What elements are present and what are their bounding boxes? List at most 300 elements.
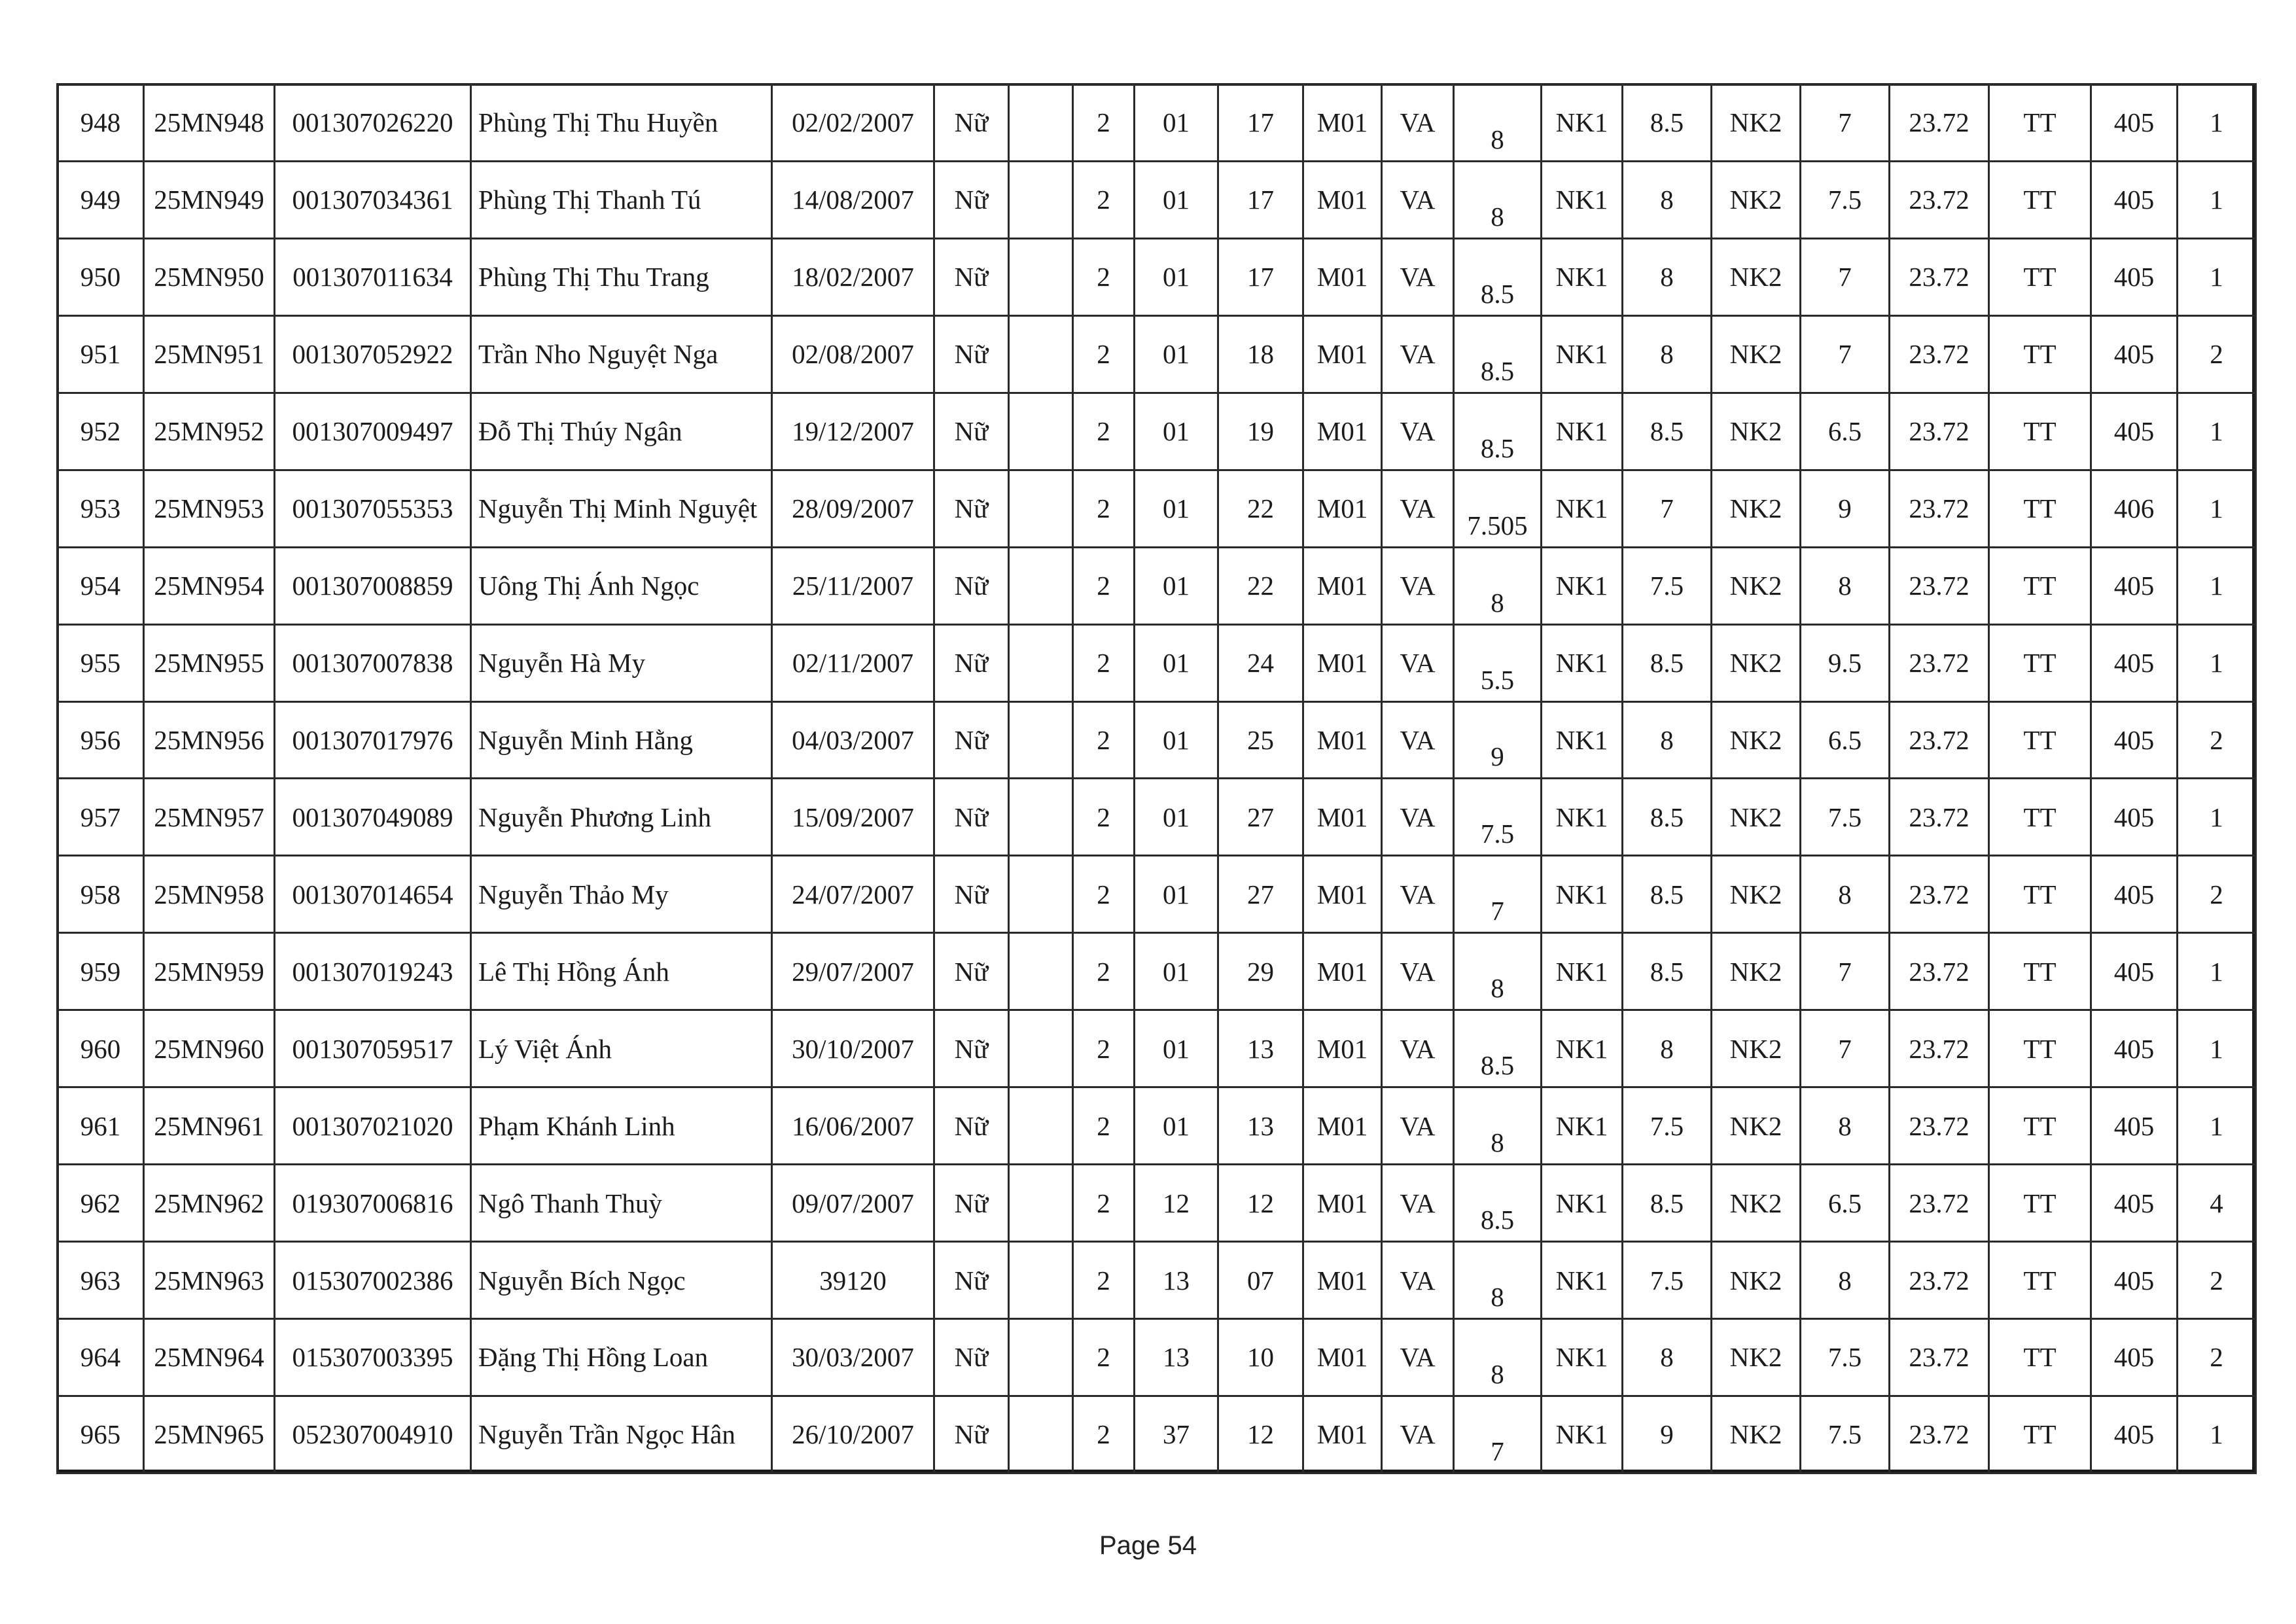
cell-ma-truong: 27 (1218, 856, 1303, 933)
cell-ngay-sinh: 24/07/2007 (772, 856, 934, 933)
cell-cccd: 001307021020 (275, 1087, 471, 1165)
cell-ma-tinh: 01 (1135, 84, 1218, 162)
cell-to-hop: M01 (1303, 315, 1382, 393)
cell-nk2-label: NK2 (1712, 315, 1801, 393)
cell-sbd: 25MN951 (144, 315, 275, 393)
cell-sbd: 25MN960 (144, 1010, 275, 1087)
cell-nk2-label: NK2 (1712, 1087, 1801, 1165)
cell-to-hop: M01 (1303, 624, 1382, 701)
cell-diem-van: 9 (1454, 701, 1542, 779)
cell-trang-thai: TT (1989, 701, 2091, 779)
cell-to-hop: M01 (1303, 470, 1382, 547)
cell-ngay-sinh: 29/07/2007 (772, 933, 934, 1010)
cell-nguyen-vong: 4 (2178, 1165, 2256, 1242)
cell-ma-tinh: 01 (1135, 238, 1218, 315)
cell-ma-nganh: 405 (2091, 393, 2178, 470)
cell-sbd: 25MN953 (144, 470, 275, 547)
cell-khu-vuc: 2 (1073, 84, 1135, 162)
cell-blank (1009, 547, 1073, 624)
cell-blank (1009, 1087, 1073, 1165)
page-number: Page 54 (1099, 1531, 1197, 1560)
cell-diem-nk2: 7.5 (1801, 1396, 1890, 1473)
cell-nk1-label: NK1 (1542, 1319, 1623, 1396)
cell-ho-ten: Lý Việt Ánh (471, 1010, 772, 1087)
cell-ma-truong: 22 (1218, 547, 1303, 624)
cell-trang-thai: TT (1989, 161, 2091, 238)
cell-ma-truong: 17 (1218, 161, 1303, 238)
cell-nk1-label: NK1 (1542, 856, 1623, 933)
table-row (58, 933, 2256, 1010)
cell-blank (1009, 161, 1073, 238)
cell-ma-nganh: 405 (2091, 1242, 2178, 1319)
cell-mon-van-label: VA (1382, 1010, 1454, 1087)
cell-cccd: 019307006816 (275, 1165, 471, 1242)
cell-mon-van-label: VA (1382, 1087, 1454, 1165)
cell-sbd: 25MN958 (144, 856, 275, 933)
cell-cccd: 001307017976 (275, 701, 471, 779)
cell-khu-vuc: 2 (1073, 1396, 1135, 1473)
cell-nk2-label: NK2 (1712, 701, 1801, 779)
cell-nk1-label: NK1 (1542, 238, 1623, 315)
cell-ho-ten: Phùng Thị Thu Trang (471, 238, 772, 315)
cell-to-hop: M01 (1303, 1396, 1382, 1473)
cell-to-hop: M01 (1303, 1165, 1382, 1242)
cell-khu-vuc: 2 (1073, 1010, 1135, 1087)
cell-gioi-tinh: Nữ (934, 84, 1009, 162)
cell-diem-nk2: 7.5 (1801, 779, 1890, 856)
cell-ho-ten: Phùng Thị Thanh Tú (471, 161, 772, 238)
cell-to-hop: M01 (1303, 238, 1382, 315)
cell-ma-tinh: 37 (1135, 1396, 1218, 1473)
cell-diem-nk1: 8.5 (1623, 624, 1712, 701)
cell-nguyen-vong: 1 (2178, 547, 2256, 624)
cell-stt: 962 (58, 1165, 144, 1242)
cell-ngay-sinh: 02/02/2007 (772, 84, 934, 162)
cell-ma-nganh: 405 (2091, 315, 2178, 393)
cell-ma-tinh: 01 (1135, 547, 1218, 624)
cell-ngay-sinh: 19/12/2007 (772, 393, 934, 470)
cell-nguyen-vong: 1 (2178, 1087, 2256, 1165)
cell-diem-nk2: 8 (1801, 1087, 1890, 1165)
cell-nguyen-vong: 1 (2178, 933, 2256, 1010)
cell-ma-nganh: 405 (2091, 1165, 2178, 1242)
cell-diem-nk1: 8 (1623, 238, 1712, 315)
cell-khu-vuc: 2 (1073, 701, 1135, 779)
cell-mon-van-label: VA (1382, 856, 1454, 933)
cell-sbd: 25MN961 (144, 1087, 275, 1165)
cell-to-hop: M01 (1303, 84, 1382, 162)
cell-nk1-label: NK1 (1542, 315, 1623, 393)
cell-cccd: 001307009497 (275, 393, 471, 470)
cell-diem-chuan: 23.72 (1890, 547, 1989, 624)
cell-stt: 948 (58, 84, 144, 162)
cell-ho-ten: Phạm Khánh Linh (471, 1087, 772, 1165)
cell-gioi-tinh: Nữ (934, 933, 1009, 1010)
cell-diem-nk2: 7 (1801, 315, 1890, 393)
cell-khu-vuc: 2 (1073, 161, 1135, 238)
cell-ho-ten: Lê Thị Hồng Ánh (471, 933, 772, 1010)
cell-ma-truong: 10 (1218, 1319, 1303, 1396)
cell-diem-nk1: 7.5 (1623, 547, 1712, 624)
cell-trang-thai: TT (1989, 1396, 2091, 1473)
cell-gioi-tinh: Nữ (934, 1010, 1009, 1087)
cell-ma-truong: 24 (1218, 624, 1303, 701)
cell-to-hop: M01 (1303, 1319, 1382, 1396)
cell-nk1-label: NK1 (1542, 1010, 1623, 1087)
cell-diem-van: 7 (1454, 1396, 1542, 1473)
cell-cccd: 001307019243 (275, 933, 471, 1010)
cell-trang-thai: TT (1989, 238, 2091, 315)
cell-mon-van-label: VA (1382, 933, 1454, 1010)
cell-sbd: 25MN955 (144, 624, 275, 701)
cell-mon-van-label: VA (1382, 470, 1454, 547)
cell-diem-van: 8.5 (1454, 1165, 1542, 1242)
cell-blank (1009, 933, 1073, 1010)
cell-ma-tinh: 01 (1135, 701, 1218, 779)
cell-khu-vuc: 2 (1073, 1319, 1135, 1396)
cell-blank (1009, 1319, 1073, 1396)
cell-khu-vuc: 2 (1073, 624, 1135, 701)
cell-blank (1009, 1396, 1073, 1473)
cell-gioi-tinh: Nữ (934, 624, 1009, 701)
cell-mon-van-label: VA (1382, 315, 1454, 393)
cell-gioi-tinh: Nữ (934, 1396, 1009, 1473)
table-row (58, 1087, 2256, 1165)
cell-diem-nk1: 8 (1623, 315, 1712, 393)
cell-ho-ten: Phùng Thị Thu Huyền (471, 84, 772, 162)
cell-trang-thai: TT (1989, 1242, 2091, 1319)
cell-cccd: 015307003395 (275, 1319, 471, 1396)
cell-ma-tinh: 01 (1135, 856, 1218, 933)
cell-trang-thai: TT (1989, 393, 2091, 470)
cell-stt: 958 (58, 856, 144, 933)
cell-ngay-sinh: 16/06/2007 (772, 1087, 934, 1165)
cell-sbd: 25MN957 (144, 779, 275, 856)
table-row (58, 1242, 2256, 1319)
cell-gioi-tinh: Nữ (934, 779, 1009, 856)
cell-diem-van: 8 (1454, 161, 1542, 238)
cell-to-hop: M01 (1303, 161, 1382, 238)
cell-mon-van-label: VA (1382, 1242, 1454, 1319)
cell-diem-van: 7 (1454, 856, 1542, 933)
cell-stt: 960 (58, 1010, 144, 1087)
cell-ma-truong: 17 (1218, 238, 1303, 315)
cell-khu-vuc: 2 (1073, 470, 1135, 547)
cell-ngay-sinh: 26/10/2007 (772, 1396, 934, 1473)
cell-ma-truong: 13 (1218, 1010, 1303, 1087)
cell-ma-nganh: 405 (2091, 624, 2178, 701)
cell-diem-nk1: 8.5 (1623, 1165, 1712, 1242)
cell-ho-ten: Nguyễn Hà My (471, 624, 772, 701)
cell-diem-nk1: 7.5 (1623, 1087, 1712, 1165)
cell-gioi-tinh: Nữ (934, 1242, 1009, 1319)
cell-stt: 953 (58, 470, 144, 547)
cell-trang-thai: TT (1989, 547, 2091, 624)
cell-nguyen-vong: 1 (2178, 393, 2256, 470)
cell-ma-tinh: 01 (1135, 933, 1218, 1010)
cell-mon-van-label: VA (1382, 701, 1454, 779)
cell-ma-nganh: 405 (2091, 779, 2178, 856)
cell-nk2-label: NK2 (1712, 84, 1801, 162)
cell-trang-thai: TT (1989, 779, 2091, 856)
cell-nk2-label: NK2 (1712, 779, 1801, 856)
cell-diem-chuan: 23.72 (1890, 315, 1989, 393)
cell-sbd: 25MN954 (144, 547, 275, 624)
cell-ma-nganh: 405 (2091, 238, 2178, 315)
cell-diem-chuan: 23.72 (1890, 1242, 1989, 1319)
cell-cccd: 001307034361 (275, 161, 471, 238)
cell-cccd: 001307011634 (275, 238, 471, 315)
cell-diem-nk1: 8 (1623, 1010, 1712, 1087)
cell-ma-tinh: 13 (1135, 1319, 1218, 1396)
cell-diem-chuan: 23.72 (1890, 1396, 1989, 1473)
cell-stt: 951 (58, 315, 144, 393)
table-row (58, 856, 2256, 933)
cell-diem-chuan: 23.72 (1890, 1165, 1989, 1242)
cell-cccd: 001307014654 (275, 856, 471, 933)
cell-to-hop: M01 (1303, 1242, 1382, 1319)
cell-mon-van-label: VA (1382, 161, 1454, 238)
cell-blank (1009, 1010, 1073, 1087)
cell-stt: 965 (58, 1396, 144, 1473)
cell-ngay-sinh: 14/08/2007 (772, 161, 934, 238)
cell-nguyen-vong: 1 (2178, 1396, 2256, 1473)
cell-to-hop: M01 (1303, 1087, 1382, 1165)
table-row (58, 1010, 2256, 1087)
cell-nk1-label: NK1 (1542, 1087, 1623, 1165)
cell-ma-tinh: 01 (1135, 1010, 1218, 1087)
cell-nk1-label: NK1 (1542, 624, 1623, 701)
cell-diem-chuan: 23.72 (1890, 856, 1989, 933)
cell-diem-nk1: 8 (1623, 1319, 1712, 1396)
cell-ngay-sinh: 02/11/2007 (772, 624, 934, 701)
cell-nguyen-vong: 2 (2178, 1319, 2256, 1396)
cell-nguyen-vong: 2 (2178, 1242, 2256, 1319)
cell-diem-nk1: 7.5 (1623, 1242, 1712, 1319)
cell-diem-nk2: 6.5 (1801, 1165, 1890, 1242)
cell-ma-nganh: 405 (2091, 701, 2178, 779)
cell-cccd: 001307007838 (275, 624, 471, 701)
cell-nk2-label: NK2 (1712, 1010, 1801, 1087)
cell-diem-nk2: 7 (1801, 84, 1890, 162)
cell-gioi-tinh: Nữ (934, 1319, 1009, 1396)
cell-diem-chuan: 23.72 (1890, 238, 1989, 315)
cell-blank (1009, 1165, 1073, 1242)
cell-diem-nk1: 8 (1623, 701, 1712, 779)
cell-ngay-sinh: 30/03/2007 (772, 1319, 934, 1396)
cell-ho-ten: Đặng Thị Hồng Loan (471, 1319, 772, 1396)
cell-cccd: 052307004910 (275, 1396, 471, 1473)
cell-nk2-label: NK2 (1712, 238, 1801, 315)
table-row (58, 701, 2256, 779)
cell-cccd: 001307026220 (275, 84, 471, 162)
cell-cccd: 001307055353 (275, 470, 471, 547)
cell-diem-chuan: 23.72 (1890, 701, 1989, 779)
cell-blank (1009, 1242, 1073, 1319)
cell-khu-vuc: 2 (1073, 547, 1135, 624)
cell-diem-van: 8.5 (1454, 238, 1542, 315)
cell-gioi-tinh: Nữ (934, 701, 1009, 779)
cell-ma-nganh: 405 (2091, 1396, 2178, 1473)
cell-diem-van: 8.5 (1454, 393, 1542, 470)
cell-trang-thai: TT (1989, 1087, 2091, 1165)
cell-diem-nk1: 8.5 (1623, 933, 1712, 1010)
cell-gioi-tinh: Nữ (934, 856, 1009, 933)
cell-diem-nk2: 8 (1801, 1242, 1890, 1319)
cell-ngay-sinh: 25/11/2007 (772, 547, 934, 624)
cell-stt: 957 (58, 779, 144, 856)
cell-diem-nk2: 7.5 (1801, 161, 1890, 238)
cell-stt: 961 (58, 1087, 144, 1165)
cell-khu-vuc: 2 (1073, 933, 1135, 1010)
cell-blank (1009, 238, 1073, 315)
cell-cccd: 001307059517 (275, 1010, 471, 1087)
cell-ho-ten: Uông Thị Ánh Ngọc (471, 547, 772, 624)
cell-trang-thai: TT (1989, 856, 2091, 933)
cell-khu-vuc: 2 (1073, 1087, 1135, 1165)
table-row (58, 161, 2256, 238)
cell-stt: 949 (58, 161, 144, 238)
cell-nk2-label: NK2 (1712, 1242, 1801, 1319)
cell-nk1-label: NK1 (1542, 84, 1623, 162)
cell-diem-van: 8 (1454, 84, 1542, 162)
cell-diem-chuan: 23.72 (1890, 470, 1989, 547)
cell-ma-truong: 22 (1218, 470, 1303, 547)
cell-cccd: 001307052922 (275, 315, 471, 393)
cell-nk1-label: NK1 (1542, 933, 1623, 1010)
cell-nk1-label: NK1 (1542, 393, 1623, 470)
cell-stt: 950 (58, 238, 144, 315)
cell-ma-truong: 12 (1218, 1165, 1303, 1242)
cell-cccd: 001307049089 (275, 779, 471, 856)
cell-diem-nk1: 8.5 (1623, 856, 1712, 933)
cell-nguyen-vong: 1 (2178, 470, 2256, 547)
cell-ma-nganh: 405 (2091, 1087, 2178, 1165)
cell-diem-nk2: 7 (1801, 1010, 1890, 1087)
cell-nk1-label: NK1 (1542, 1165, 1623, 1242)
cell-nk2-label: NK2 (1712, 547, 1801, 624)
cell-ho-ten: Nguyễn Phương Linh (471, 779, 772, 856)
table-body (58, 84, 2256, 1474)
cell-nk1-label: NK1 (1542, 161, 1623, 238)
cell-ma-tinh: 01 (1135, 779, 1218, 856)
cell-nk2-label: NK2 (1712, 856, 1801, 933)
cell-gioi-tinh: Nữ (934, 470, 1009, 547)
cell-nguyen-vong: 1 (2178, 624, 2256, 701)
cell-diem-van: 8 (1454, 547, 1542, 624)
cell-nk1-label: NK1 (1542, 1396, 1623, 1473)
cell-ma-tinh: 01 (1135, 470, 1218, 547)
table-row (58, 238, 2256, 315)
cell-diem-chuan: 23.72 (1890, 1319, 1989, 1396)
cell-blank (1009, 856, 1073, 933)
cell-nguyen-vong: 2 (2178, 315, 2256, 393)
cell-khu-vuc: 2 (1073, 393, 1135, 470)
cell-diem-nk2: 9.5 (1801, 624, 1890, 701)
cell-diem-chuan: 23.72 (1890, 1010, 1989, 1087)
cell-ho-ten: Nguyễn Thảo My (471, 856, 772, 933)
cell-ngay-sinh: 04/03/2007 (772, 701, 934, 779)
cell-ngay-sinh: 18/02/2007 (772, 238, 934, 315)
cell-trang-thai: TT (1989, 624, 2091, 701)
cell-diem-van: 8 (1454, 1319, 1542, 1396)
cell-sbd: 25MN964 (144, 1319, 275, 1396)
cell-mon-van-label: VA (1382, 238, 1454, 315)
cell-trang-thai: TT (1989, 315, 2091, 393)
cell-gioi-tinh: Nữ (934, 238, 1009, 315)
cell-blank (1009, 701, 1073, 779)
cell-diem-chuan: 23.72 (1890, 933, 1989, 1010)
cell-diem-van: 8 (1454, 1087, 1542, 1165)
cell-ma-truong: 12 (1218, 1396, 1303, 1473)
cell-khu-vuc: 2 (1073, 315, 1135, 393)
cell-gioi-tinh: Nữ (934, 547, 1009, 624)
cell-nk1-label: NK1 (1542, 547, 1623, 624)
cell-ho-ten: Đỗ Thị Thúy Ngân (471, 393, 772, 470)
cell-sbd: 25MN962 (144, 1165, 275, 1242)
cell-diem-nk2: 9 (1801, 470, 1890, 547)
cell-to-hop: M01 (1303, 393, 1382, 470)
cell-sbd: 25MN963 (144, 1242, 275, 1319)
cell-ho-ten: Nguyễn Thị Minh Nguyệt (471, 470, 772, 547)
cell-khu-vuc: 2 (1073, 856, 1135, 933)
cell-nk2-label: NK2 (1712, 624, 1801, 701)
cell-to-hop: M01 (1303, 1010, 1382, 1087)
cell-ma-tinh: 01 (1135, 393, 1218, 470)
cell-nk2-label: NK2 (1712, 1319, 1801, 1396)
cell-ho-ten: Ngô Thanh Thuỳ (471, 1165, 772, 1242)
cell-gioi-tinh: Nữ (934, 1165, 1009, 1242)
cell-mon-van-label: VA (1382, 393, 1454, 470)
cell-diem-nk2: 7 (1801, 933, 1890, 1010)
cell-ngay-sinh: 09/07/2007 (772, 1165, 934, 1242)
cell-to-hop: M01 (1303, 547, 1382, 624)
cell-mon-van-label: VA (1382, 1319, 1454, 1396)
cell-gioi-tinh: Nữ (934, 1087, 1009, 1165)
cell-diem-van: 8.5 (1454, 1010, 1542, 1087)
cell-trang-thai: TT (1989, 933, 2091, 1010)
cell-to-hop: M01 (1303, 701, 1382, 779)
cell-blank (1009, 84, 1073, 162)
cell-nguyen-vong: 2 (2178, 856, 2256, 933)
cell-trang-thai: TT (1989, 1319, 2091, 1396)
cell-nk2-label: NK2 (1712, 1165, 1801, 1242)
cell-stt: 955 (58, 624, 144, 701)
cell-nguyen-vong: 1 (2178, 84, 2256, 162)
cell-diem-nk2: 7.5 (1801, 1319, 1890, 1396)
cell-blank (1009, 315, 1073, 393)
cell-ma-nganh: 405 (2091, 161, 2178, 238)
cell-ma-truong: 07 (1218, 1242, 1303, 1319)
cell-khu-vuc: 2 (1073, 238, 1135, 315)
cell-sbd: 25MN948 (144, 84, 275, 162)
cell-ngay-sinh: 30/10/2007 (772, 1010, 934, 1087)
cell-diem-van: 8 (1454, 1242, 1542, 1319)
cell-sbd: 25MN952 (144, 393, 275, 470)
cell-blank (1009, 393, 1073, 470)
cell-mon-van-label: VA (1382, 547, 1454, 624)
cell-blank (1009, 779, 1073, 856)
cell-diem-nk1: 8.5 (1623, 393, 1712, 470)
cell-trang-thai: TT (1989, 84, 2091, 162)
table-row (58, 393, 2256, 470)
cell-ma-truong: 18 (1218, 315, 1303, 393)
cell-ma-tinh: 01 (1135, 1087, 1218, 1165)
cell-sbd: 25MN956 (144, 701, 275, 779)
cell-ngay-sinh: 39120 (772, 1242, 934, 1319)
cell-stt: 964 (58, 1319, 144, 1396)
cell-diem-nk2: 6.5 (1801, 701, 1890, 779)
